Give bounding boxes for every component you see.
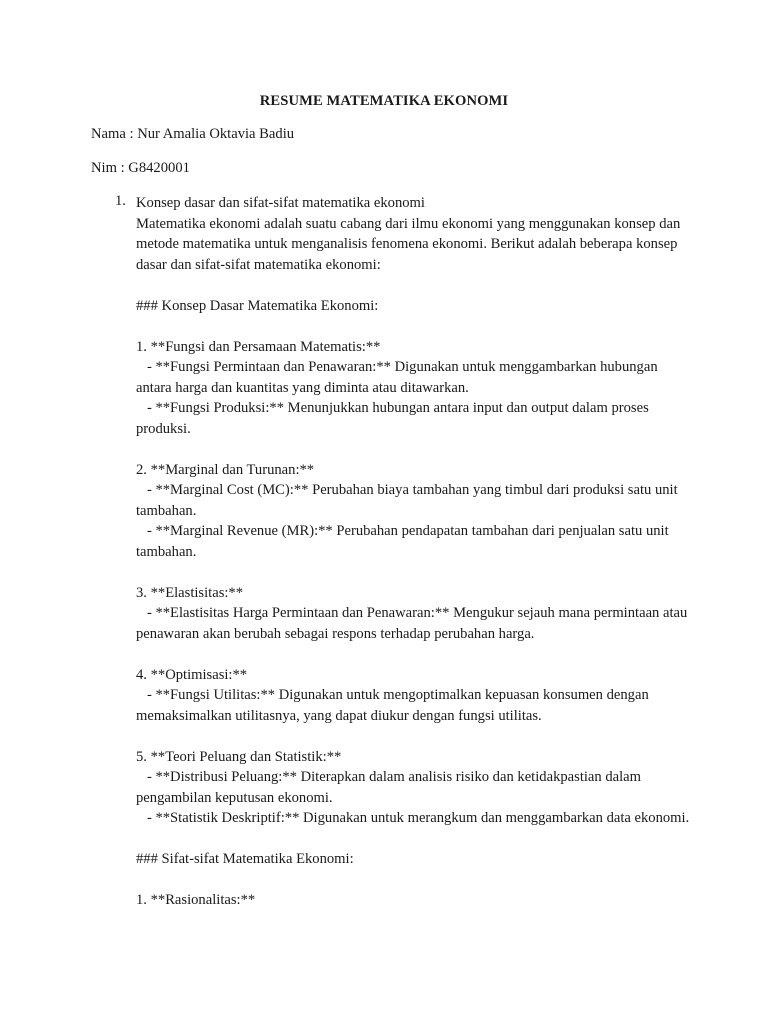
bullet-fungsi-permintaan: - **Fungsi Permintaan dan Penawaran:** Digunakan untuk menggambarkan hubungan antara harga dan kuantitas yang diminta atau ditawarkan.	[136, 359, 662, 396]
spacer	[136, 829, 696, 850]
spacer	[136, 439, 696, 460]
document-title: RESUME MATEMATIKA EKONOMI	[259, 93, 509, 109]
bullet-distribusi-peluang: - **Distribusi Peluang:** Diterapkan dalam analisis risiko dan ketidakpastian dalam pengambilan keputusan ekonomi.	[136, 769, 645, 806]
subsection-title-peluang: 5. **Teori Peluang dan Statistik:**	[136, 748, 342, 765]
bullet-fungsi-utilitas: - **Fungsi Utilitas:** Digunakan untuk mengoptimalkan kepuasan konsumen dengan memaksimalkan utilitasnya, yang dapat diukur dengan fungsi utilitas.	[136, 687, 653, 724]
list-item-content	[136, 193, 696, 911]
section-heading-sifat: ### Sifat-sifat Matematika Ekonomi:	[136, 851, 354, 867]
bullet-marginal-revenue: - **Marginal Revenue (MR):** Perubahan pendapatan tambahan dari penjualan satu unit tambahan.	[136, 523, 673, 560]
spacer	[136, 870, 696, 891]
bullet-fungsi-produksi: - **Fungsi Produksi:** Menunjukkan hubungan antara input dan output dalam proses produksi.	[136, 400, 653, 437]
subsection-title-rasionalitas: 1. **Rasionalitas:**	[136, 892, 256, 908]
spacer	[136, 316, 696, 337]
spacer	[136, 726, 696, 747]
bullet-elastisitas-harga: - **Elastisitas Harga Permintaan dan Penawaran:** Mengukur sejauh mana permintaan atau penawaran akan berubah sebagai respons terhadap perubahan harga.	[136, 605, 691, 642]
bullet-statistik-deskriptif: - **Statistik Deskriptif:** Digunakan untuk merangkum dan menggambarkan data ekonomi.	[136, 810, 690, 826]
subsection-title-marginal: 2. **Marginal dan Turunan:**	[136, 461, 315, 478]
student-name: Nama : Nur Amalia Oktavia Badiu	[91, 126, 295, 142]
student-nim: Nim : G8420001	[91, 160, 190, 176]
spacer	[136, 275, 696, 296]
list-item-number: 1.	[115, 193, 126, 209]
spacer	[136, 644, 696, 665]
intro-paragraph: Matematika ekonomi adalah suatu cabang dari ilmu ekonomi yang menggunakan konsep dan metode matematika untuk menganalisis fenomena ekonomi. Berikut adalah beberapa konsep dasar dan sifat-sifat matematika ekonomi:	[136, 215, 684, 273]
subsection-title-fungsi: 1. **Fungsi dan Persamaan Matematis:**	[136, 338, 381, 355]
subsection-title-elastisitas: 3. **Elastisitas:**	[136, 584, 244, 601]
section-heading-konsep: ### Konsep Dasar Matematika Ekonomi:	[136, 297, 379, 314]
spacer	[136, 562, 696, 583]
subsection-title-optimisasi: 4. **Optimisasi:**	[136, 666, 248, 683]
bullet-marginal-cost: - **Marginal Cost (MC):** Perubahan biaya tambahan yang timbul dari produksi satu unit tambahan.	[136, 482, 682, 519]
item-heading: Konsep dasar dan sifat-sifat matematika ekonomi	[136, 195, 425, 211]
